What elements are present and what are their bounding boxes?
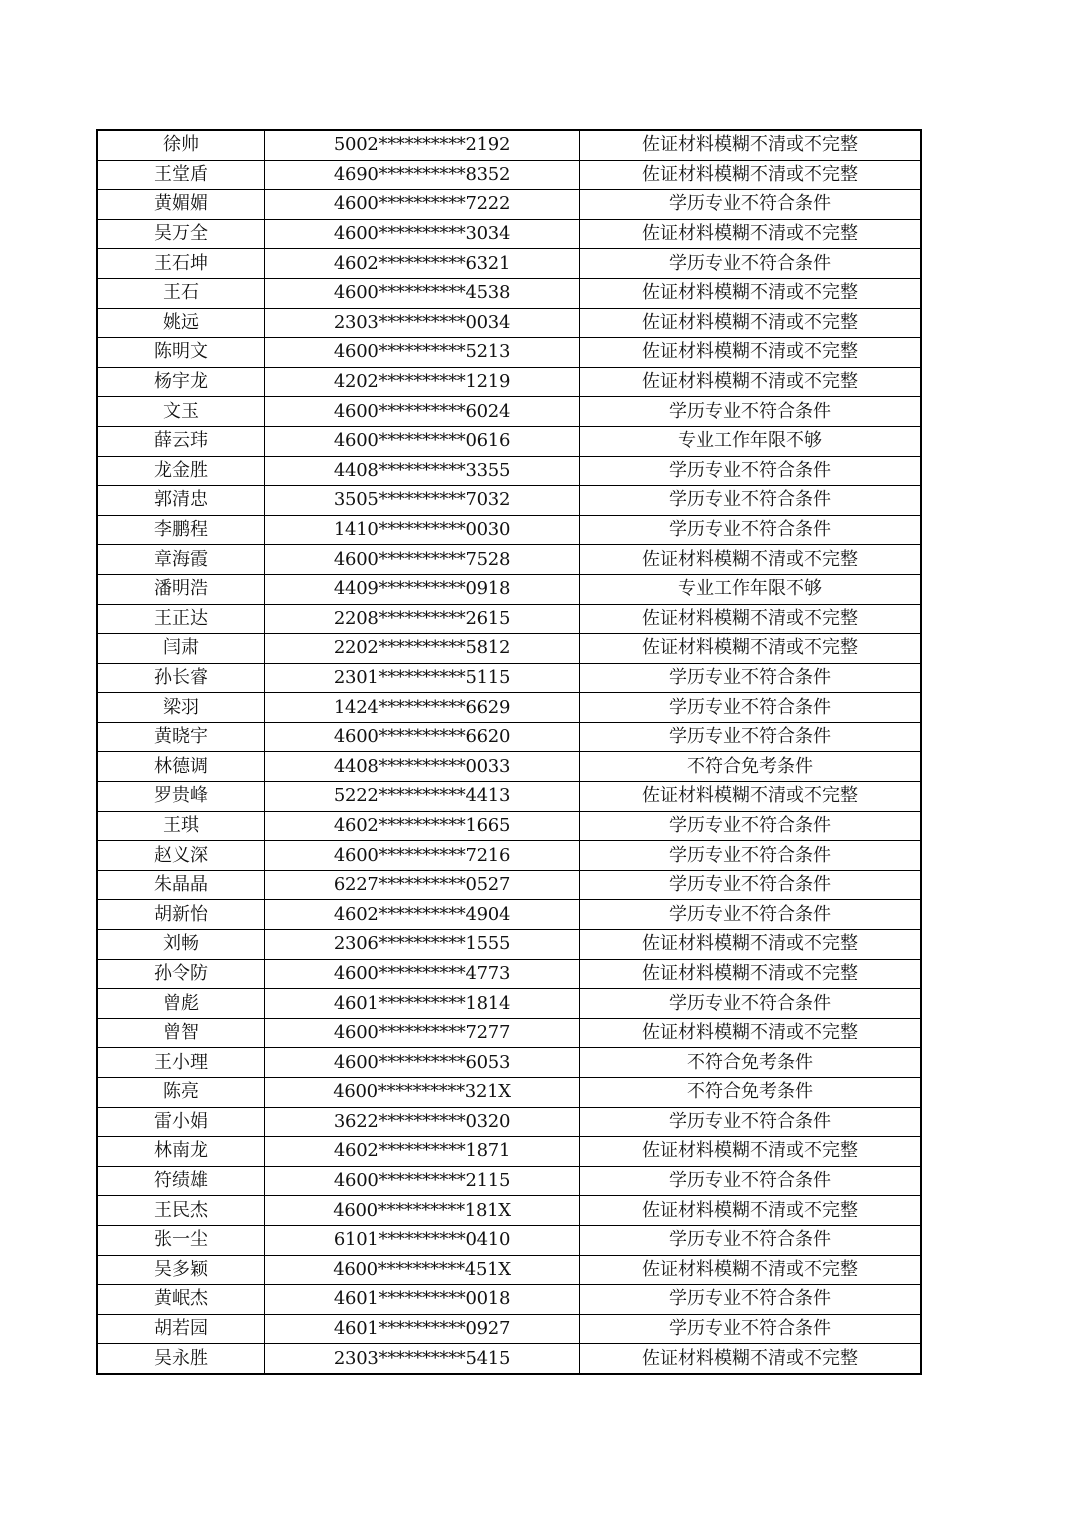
rejection-reason-cell: 佐证材料模糊不清或不完整	[580, 278, 922, 308]
applicant-name-cell: 王石坤	[97, 249, 265, 279]
applicant-name-cell: 罗贵峰	[97, 782, 265, 812]
id-number-cell: 3622**********0320	[265, 1107, 580, 1137]
id-number-cell: 4600**********4538	[265, 278, 580, 308]
rejection-reason-cell: 佐证材料模糊不清或不完整	[580, 308, 922, 338]
rejection-reason-cell: 学历专业不符合条件	[580, 663, 922, 693]
rejection-reason-cell: 佐证材料模糊不清或不完整	[580, 604, 922, 634]
applicant-name-cell: 朱晶晶	[97, 870, 265, 900]
id-number-cell: 4600**********7222	[265, 190, 580, 220]
rejection-reason-cell: 学历专业不符合条件	[580, 870, 922, 900]
rejection-reason-cell: 学历专业不符合条件	[580, 989, 922, 1019]
table-row	[97, 1285, 921, 1315]
applicant-table-body	[97, 130, 921, 1374]
table-row	[97, 959, 921, 989]
rejection-reason-cell: 佐证材料模糊不清或不完整	[580, 634, 922, 664]
rejection-reason-cell: 学历专业不符合条件	[580, 1285, 922, 1315]
id-number-cell: 2301**********5115	[265, 663, 580, 693]
table-row	[97, 574, 921, 604]
applicant-name-cell: 刘畅	[97, 930, 265, 960]
applicant-name-cell: 陈亮	[97, 1078, 265, 1108]
id-number-cell: 4690**********8352	[265, 160, 580, 190]
rejection-reason-cell: 学历专业不符合条件	[580, 456, 922, 486]
id-number-cell: 4600**********451X	[265, 1255, 580, 1285]
applicant-name-cell: 黄媚媚	[97, 190, 265, 220]
table-row	[97, 1255, 921, 1285]
applicant-name-cell: 陈明文	[97, 338, 265, 368]
rejection-reason-cell: 学历专业不符合条件	[580, 249, 922, 279]
id-number-cell: 2202**********5812	[265, 634, 580, 664]
rejection-reason-cell: 不符合免考条件	[580, 1048, 922, 1078]
applicant-name-cell: 王小理	[97, 1048, 265, 1078]
id-number-cell: 1410**********0030	[265, 515, 580, 545]
table-row	[97, 752, 921, 782]
applicant-name-cell: 曾智	[97, 1018, 265, 1048]
rejection-reason-cell: 佐证材料模糊不清或不完整	[580, 959, 922, 989]
applicant-name-cell: 王琪	[97, 811, 265, 841]
rejection-reason-cell: 佐证材料模糊不清或不完整	[580, 930, 922, 960]
id-number-cell: 4600**********0616	[265, 426, 580, 456]
table-row	[97, 308, 921, 338]
id-number-cell: 4600**********6053	[265, 1048, 580, 1078]
rejection-reason-cell: 学历专业不符合条件	[580, 397, 922, 427]
applicant-name-cell: 潘明浩	[97, 574, 265, 604]
applicant-name-cell: 杨宇龙	[97, 367, 265, 397]
rejection-reason-cell: 不符合免考条件	[580, 1078, 922, 1108]
table-row	[97, 841, 921, 871]
table-row	[97, 367, 921, 397]
id-number-cell: 4600**********4773	[265, 959, 580, 989]
applicant-name-cell: 薛云玮	[97, 426, 265, 456]
table-row	[97, 338, 921, 368]
id-number-cell: 2208**********2615	[265, 604, 580, 634]
applicant-name-cell: 黄岷杰	[97, 1285, 265, 1315]
table-row	[97, 545, 921, 575]
rejection-reason-cell: 佐证材料模糊不清或不完整	[580, 367, 922, 397]
table-row	[97, 604, 921, 634]
table-row	[97, 278, 921, 308]
table-row	[97, 722, 921, 752]
id-number-cell: 4601**********1814	[265, 989, 580, 1019]
rejection-reason-cell: 学历专业不符合条件	[580, 1314, 922, 1344]
table-row	[97, 1344, 921, 1374]
applicant-name-cell: 闫肃	[97, 634, 265, 664]
id-number-cell: 2303**********5415	[265, 1344, 580, 1374]
applicant-name-cell: 吴永胜	[97, 1344, 265, 1374]
id-number-cell: 2306**********1555	[265, 930, 580, 960]
rejection-reason-cell: 佐证材料模糊不清或不完整	[580, 1344, 922, 1374]
applicant-name-cell: 李鹏程	[97, 515, 265, 545]
applicant-name-cell: 吴多颖	[97, 1255, 265, 1285]
rejection-reason-cell: 佐证材料模糊不清或不完整	[580, 338, 922, 368]
table-row	[97, 1314, 921, 1344]
rejection-reason-cell: 学历专业不符合条件	[580, 190, 922, 220]
applicant-name-cell: 郭清忠	[97, 486, 265, 516]
id-number-cell: 6101**********0410	[265, 1225, 580, 1255]
applicant-name-cell: 王正达	[97, 604, 265, 634]
table-row	[97, 989, 921, 1019]
rejection-reason-cell: 佐证材料模糊不清或不完整	[580, 1255, 922, 1285]
rejection-reason-cell: 专业工作年限不够	[580, 574, 922, 604]
table-row	[97, 249, 921, 279]
applicant-name-cell: 林德调	[97, 752, 265, 782]
applicant-name-cell: 胡若园	[97, 1314, 265, 1344]
applicant-name-cell: 赵义深	[97, 841, 265, 871]
rejection-reason-cell: 佐证材料模糊不清或不完整	[580, 160, 922, 190]
document-page	[96, 129, 916, 1375]
id-number-cell: 4602**********1665	[265, 811, 580, 841]
applicant-name-cell: 林南龙	[97, 1137, 265, 1167]
table-row	[97, 219, 921, 249]
rejection-reason-cell: 学历专业不符合条件	[580, 1166, 922, 1196]
table-row	[97, 397, 921, 427]
table-row	[97, 693, 921, 723]
id-number-cell: 1424**********6629	[265, 693, 580, 723]
table-row	[97, 426, 921, 456]
applicant-name-cell: 孙令防	[97, 959, 265, 989]
rejection-reason-cell: 佐证材料模糊不清或不完整	[580, 219, 922, 249]
id-number-cell: 4408**********3355	[265, 456, 580, 486]
id-number-cell: 4602**********1871	[265, 1137, 580, 1167]
id-number-cell: 4600**********6620	[265, 722, 580, 752]
rejection-reason-cell: 学历专业不符合条件	[580, 1107, 922, 1137]
table-row	[97, 663, 921, 693]
rejection-reason-cell: 学历专业不符合条件	[580, 811, 922, 841]
applicant-name-cell: 王民杰	[97, 1196, 265, 1226]
table-row	[97, 1196, 921, 1226]
applicant-name-cell: 龙金胜	[97, 456, 265, 486]
table-row	[97, 1078, 921, 1108]
applicant-name-cell: 张一尘	[97, 1225, 265, 1255]
table-row	[97, 515, 921, 545]
id-number-cell: 4600**********7528	[265, 545, 580, 575]
rejection-reason-cell: 学历专业不符合条件	[580, 722, 922, 752]
rejection-reason-cell: 佐证材料模糊不清或不完整	[580, 782, 922, 812]
applicant-name-cell: 文玉	[97, 397, 265, 427]
table-row	[97, 811, 921, 841]
id-number-cell: 4600**********6024	[265, 397, 580, 427]
rejection-reason-cell: 学历专业不符合条件	[580, 841, 922, 871]
id-number-cell: 4202**********1219	[265, 367, 580, 397]
rejection-reason-cell: 专业工作年限不够	[580, 426, 922, 456]
applicant-table	[96, 129, 922, 1375]
table-row	[97, 1018, 921, 1048]
applicant-name-cell: 胡新怡	[97, 900, 265, 930]
applicant-name-cell: 雷小娟	[97, 1107, 265, 1137]
id-number-cell: 4408**********0033	[265, 752, 580, 782]
table-row	[97, 456, 921, 486]
id-number-cell: 5222**********4413	[265, 782, 580, 812]
table-row	[97, 870, 921, 900]
applicant-name-cell: 符绩雄	[97, 1166, 265, 1196]
applicant-name-cell: 曾彪	[97, 989, 265, 1019]
id-number-cell: 4602**********4904	[265, 900, 580, 930]
rejection-reason-cell: 不符合免考条件	[580, 752, 922, 782]
id-number-cell: 6227**********0527	[265, 870, 580, 900]
id-number-cell: 5002**********2192	[265, 130, 580, 160]
applicant-name-cell: 王堂盾	[97, 160, 265, 190]
id-number-cell: 4600**********3034	[265, 219, 580, 249]
rejection-reason-cell: 佐证材料模糊不清或不完整	[580, 1137, 922, 1167]
applicant-name-cell: 黄晓宇	[97, 722, 265, 752]
table-row	[97, 130, 921, 160]
rejection-reason-cell: 学历专业不符合条件	[580, 515, 922, 545]
applicant-name-cell: 姚远	[97, 308, 265, 338]
table-row	[97, 190, 921, 220]
table-row	[97, 1107, 921, 1137]
applicant-name-cell: 章海霞	[97, 545, 265, 575]
rejection-reason-cell: 学历专业不符合条件	[580, 486, 922, 516]
table-row	[97, 1137, 921, 1167]
id-number-cell: 4601**********0927	[265, 1314, 580, 1344]
rejection-reason-cell: 学历专业不符合条件	[580, 1225, 922, 1255]
id-number-cell: 4600**********7277	[265, 1018, 580, 1048]
table-row	[97, 1166, 921, 1196]
applicant-name-cell: 王石	[97, 278, 265, 308]
rejection-reason-cell: 佐证材料模糊不清或不完整	[580, 1018, 922, 1048]
table-row	[97, 486, 921, 516]
applicant-name-cell: 吴万全	[97, 219, 265, 249]
applicant-name-cell: 徐帅	[97, 130, 265, 160]
rejection-reason-cell: 佐证材料模糊不清或不完整	[580, 545, 922, 575]
table-row	[97, 1225, 921, 1255]
id-number-cell: 4600**********181X	[265, 1196, 580, 1226]
table-row	[97, 634, 921, 664]
table-row	[97, 782, 921, 812]
id-number-cell: 4600**********2115	[265, 1166, 580, 1196]
table-row	[97, 900, 921, 930]
table-row	[97, 160, 921, 190]
table-row	[97, 1048, 921, 1078]
rejection-reason-cell: 学历专业不符合条件	[580, 693, 922, 723]
id-number-cell: 4409**********0918	[265, 574, 580, 604]
applicant-name-cell: 孙长睿	[97, 663, 265, 693]
id-number-cell: 3505**********7032	[265, 486, 580, 516]
id-number-cell: 4600**********321X	[265, 1078, 580, 1108]
rejection-reason-cell: 佐证材料模糊不清或不完整	[580, 130, 922, 160]
rejection-reason-cell: 佐证材料模糊不清或不完整	[580, 1196, 922, 1226]
applicant-name-cell: 梁羽	[97, 693, 265, 723]
table-row	[97, 930, 921, 960]
id-number-cell: 4601**********0018	[265, 1285, 580, 1315]
id-number-cell: 4600**********7216	[265, 841, 580, 871]
id-number-cell: 4600**********5213	[265, 338, 580, 368]
id-number-cell: 4602**********6321	[265, 249, 580, 279]
rejection-reason-cell: 学历专业不符合条件	[580, 900, 922, 930]
id-number-cell: 2303**********0034	[265, 308, 580, 338]
